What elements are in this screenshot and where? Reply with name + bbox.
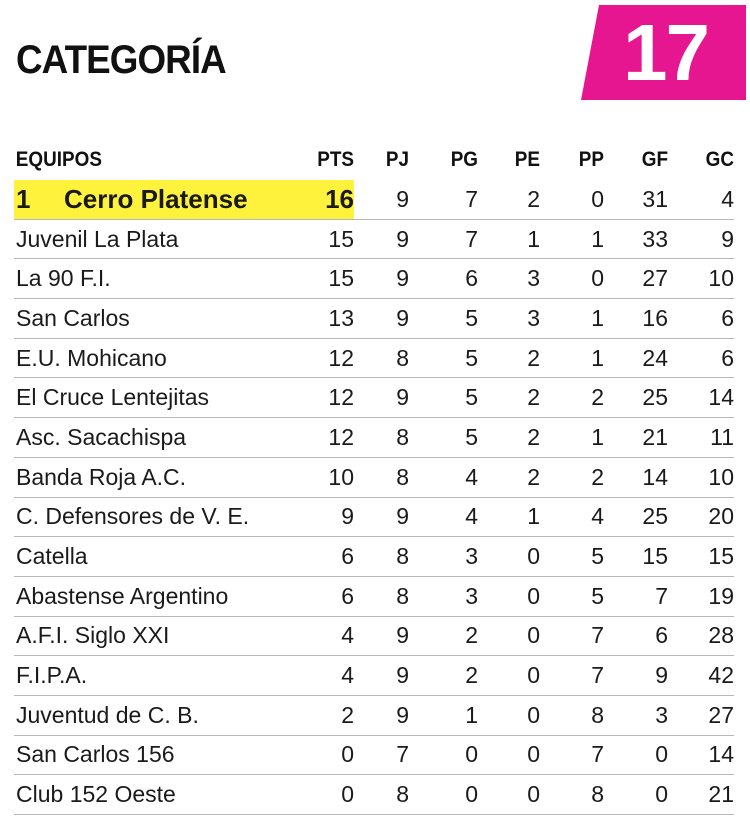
team-cell — [14, 775, 299, 815]
table-row-leader — [14, 180, 734, 219]
team-cell — [14, 656, 299, 696]
column-header-pj: PJ — [385, 148, 409, 171]
pg-cell: 7 — [409, 180, 478, 219]
pj-cell: 8 — [354, 537, 409, 577]
category-title: CATEGORÍA — [16, 38, 226, 82]
table-row — [14, 259, 734, 299]
gc-cell: 42 — [668, 656, 734, 696]
gf-cell: 16 — [604, 299, 668, 339]
gf-cell: 15 — [604, 537, 668, 577]
gf-cell: 0 — [604, 735, 668, 775]
column-header-equipos: EQUIPOS — [15, 148, 102, 171]
team-cell — [14, 735, 299, 775]
pe-cell: 0 — [478, 775, 540, 815]
gf-cell: 14 — [604, 457, 668, 497]
pg-cell: 2 — [409, 656, 478, 696]
team-cell — [14, 378, 299, 418]
pj-cell: 9 — [354, 299, 409, 339]
gc-cell: 9 — [668, 219, 734, 259]
team-cell — [14, 695, 299, 735]
pe-cell: 2 — [478, 418, 540, 458]
pe-cell: 0 — [478, 695, 540, 735]
pp-cell: 1 — [540, 418, 604, 458]
table-row — [14, 497, 734, 537]
team-cell — [14, 219, 299, 259]
pts-cell: 2 — [299, 695, 354, 735]
pts-cell: 12 — [299, 338, 354, 378]
table-row — [14, 418, 734, 458]
pj-cell: 8 — [354, 775, 409, 815]
pe-cell: 3 — [478, 299, 540, 339]
team-name: F.I.P.A. — [16, 662, 88, 689]
gf-cell: 3 — [604, 695, 668, 735]
pp-cell: 1 — [540, 299, 604, 339]
team-name: Club 152 Oeste — [16, 781, 176, 808]
gc-cell: 10 — [668, 259, 734, 299]
pts-cell: 9 — [299, 497, 354, 537]
pe-cell: 0 — [478, 656, 540, 696]
table-row — [14, 299, 734, 339]
gf-cell: 25 — [604, 378, 668, 418]
pj-cell: 9 — [354, 378, 409, 418]
team-cell — [14, 616, 299, 656]
category-number-badge — [581, 5, 746, 100]
pts-cell: 13 — [299, 299, 354, 339]
pp-cell: 8 — [540, 775, 604, 815]
pg-cell: 2 — [409, 616, 478, 656]
team-name: Banda Roja A.C. — [16, 463, 187, 490]
pp-cell: 1 — [540, 338, 604, 378]
pe-cell: 2 — [478, 180, 540, 219]
pj-cell: 9 — [354, 497, 409, 537]
gc-cell: 21 — [668, 775, 734, 815]
pts-cell: 15 — [299, 219, 354, 259]
table-row — [14, 378, 734, 418]
gc-cell: 19 — [668, 576, 734, 616]
team-name: Juventud de C. B. — [16, 701, 199, 728]
gc-cell: 6 — [668, 299, 734, 339]
gf-cell: 33 — [604, 219, 668, 259]
pe-cell: 2 — [478, 457, 540, 497]
team-name: Asc. Sacachispa — [16, 423, 187, 450]
team-cell — [14, 537, 299, 577]
pp-cell: 7 — [540, 735, 604, 775]
pp-cell: 5 — [540, 576, 604, 616]
pj-cell: 8 — [354, 418, 409, 458]
pj-cell: 9 — [354, 259, 409, 299]
column-header-gc: GC — [705, 148, 734, 171]
table-row — [14, 695, 734, 735]
pp-cell: 1 — [540, 219, 604, 259]
pe-cell: 2 — [478, 378, 540, 418]
gc-cell: 4 — [668, 180, 734, 219]
rank-number: 1 — [16, 183, 31, 214]
team-cell — [14, 299, 299, 339]
pe-cell: 0 — [478, 576, 540, 616]
pj-cell: 8 — [354, 338, 409, 378]
team-name: La 90 F.I. — [16, 265, 111, 292]
gf-cell: 24 — [604, 338, 668, 378]
pp-cell: 0 — [540, 180, 604, 219]
pp-cell: 5 — [540, 537, 604, 577]
table-row — [14, 616, 734, 656]
table-row — [14, 576, 734, 616]
pj-cell: 9 — [354, 695, 409, 735]
pts-cell: 16 — [299, 180, 354, 219]
pe-cell: 0 — [478, 735, 540, 775]
team-cell — [14, 259, 299, 299]
team-cell — [14, 418, 299, 458]
pj-cell: 8 — [354, 576, 409, 616]
gf-cell: 6 — [604, 616, 668, 656]
standings-table — [14, 140, 734, 815]
pts-cell: 0 — [299, 775, 354, 815]
pts-cell: 10 — [299, 457, 354, 497]
table-header-row — [14, 140, 734, 180]
pg-cell: 5 — [409, 338, 478, 378]
team-name: C. Defensores de V. E. — [16, 503, 250, 530]
pe-cell: 1 — [478, 497, 540, 537]
pg-cell: 4 — [409, 457, 478, 497]
pg-cell: 0 — [409, 735, 478, 775]
pts-cell: 4 — [299, 616, 354, 656]
pts-cell: 4 — [299, 656, 354, 696]
pg-cell: 3 — [409, 576, 478, 616]
gf-cell: 21 — [604, 418, 668, 458]
team-name: El Cruce Lentejitas — [16, 384, 210, 411]
table-row — [14, 338, 734, 378]
pj-cell: 8 — [354, 457, 409, 497]
team-name: Abastense Argentino — [16, 582, 229, 609]
pj-cell: 7 — [354, 735, 409, 775]
team-name: San Carlos 156 — [16, 741, 175, 768]
pe-cell: 1 — [478, 219, 540, 259]
pp-cell: 2 — [540, 378, 604, 418]
gc-cell: 28 — [668, 616, 734, 656]
team-cell — [14, 457, 299, 497]
team-cell — [14, 576, 299, 616]
gf-cell: 0 — [604, 775, 668, 815]
pj-cell: 9 — [354, 616, 409, 656]
column-header-pe: PE — [514, 148, 540, 171]
pp-cell: 7 — [540, 656, 604, 696]
table-row — [14, 537, 734, 577]
pg-cell: 5 — [409, 378, 478, 418]
team-cell — [14, 497, 299, 537]
pts-cell: 15 — [299, 259, 354, 299]
pe-cell: 0 — [478, 537, 540, 577]
gc-cell: 11 — [668, 418, 734, 458]
gf-cell: 25 — [604, 497, 668, 537]
team-name: Cerro Platense — [64, 183, 248, 214]
column-header-pp: PP — [578, 148, 604, 171]
pj-cell: 9 — [354, 219, 409, 259]
gf-cell: 9 — [604, 656, 668, 696]
pp-cell: 8 — [540, 695, 604, 735]
gf-cell: 27 — [604, 259, 668, 299]
team-name: Juvenil La Plata — [16, 225, 179, 252]
pg-cell: 1 — [409, 695, 478, 735]
pp-cell: 4 — [540, 497, 604, 537]
gc-cell: 6 — [668, 338, 734, 378]
team-name: E.U. Mohicano — [16, 344, 167, 371]
pj-cell: 9 — [354, 656, 409, 696]
pp-cell: 2 — [540, 457, 604, 497]
table-row — [14, 219, 734, 259]
team-name: A.F.I. Siglo XXI — [16, 622, 170, 649]
gc-cell: 10 — [668, 457, 734, 497]
pg-cell: 3 — [409, 537, 478, 577]
table-row — [14, 735, 734, 775]
gf-cell: 31 — [604, 180, 668, 219]
table-row — [14, 775, 734, 815]
pj-cell: 9 — [354, 180, 409, 219]
pts-cell: 0 — [299, 735, 354, 775]
gf-cell: 7 — [604, 576, 668, 616]
pts-cell: 6 — [299, 537, 354, 577]
gc-cell: 20 — [668, 497, 734, 537]
column-header-gf: GF — [641, 148, 668, 171]
team-name: San Carlos — [16, 304, 130, 331]
pe-cell: 3 — [478, 259, 540, 299]
pg-cell: 4 — [409, 497, 478, 537]
pts-cell: 12 — [299, 418, 354, 458]
gc-cell: 27 — [668, 695, 734, 735]
pg-cell: 6 — [409, 259, 478, 299]
pp-cell: 0 — [540, 259, 604, 299]
pts-cell: 12 — [299, 378, 354, 418]
pg-cell: 7 — [409, 219, 478, 259]
gc-cell: 14 — [668, 378, 734, 418]
pp-cell: 7 — [540, 616, 604, 656]
pe-cell: 2 — [478, 338, 540, 378]
pg-cell: 5 — [409, 299, 478, 339]
pg-cell: 0 — [409, 775, 478, 815]
pg-cell: 5 — [409, 418, 478, 458]
column-header-pg: PG — [450, 148, 478, 171]
team-cell — [14, 180, 299, 219]
table-row — [14, 457, 734, 497]
pe-cell: 0 — [478, 616, 540, 656]
team-name: Catella — [16, 543, 88, 570]
gc-cell: 15 — [668, 537, 734, 577]
table-row — [14, 656, 734, 696]
column-header-pts: PTS — [317, 148, 354, 171]
category-number: 17 — [623, 7, 708, 97]
gc-cell: 14 — [668, 735, 734, 775]
team-cell — [14, 338, 299, 378]
pts-cell: 6 — [299, 576, 354, 616]
